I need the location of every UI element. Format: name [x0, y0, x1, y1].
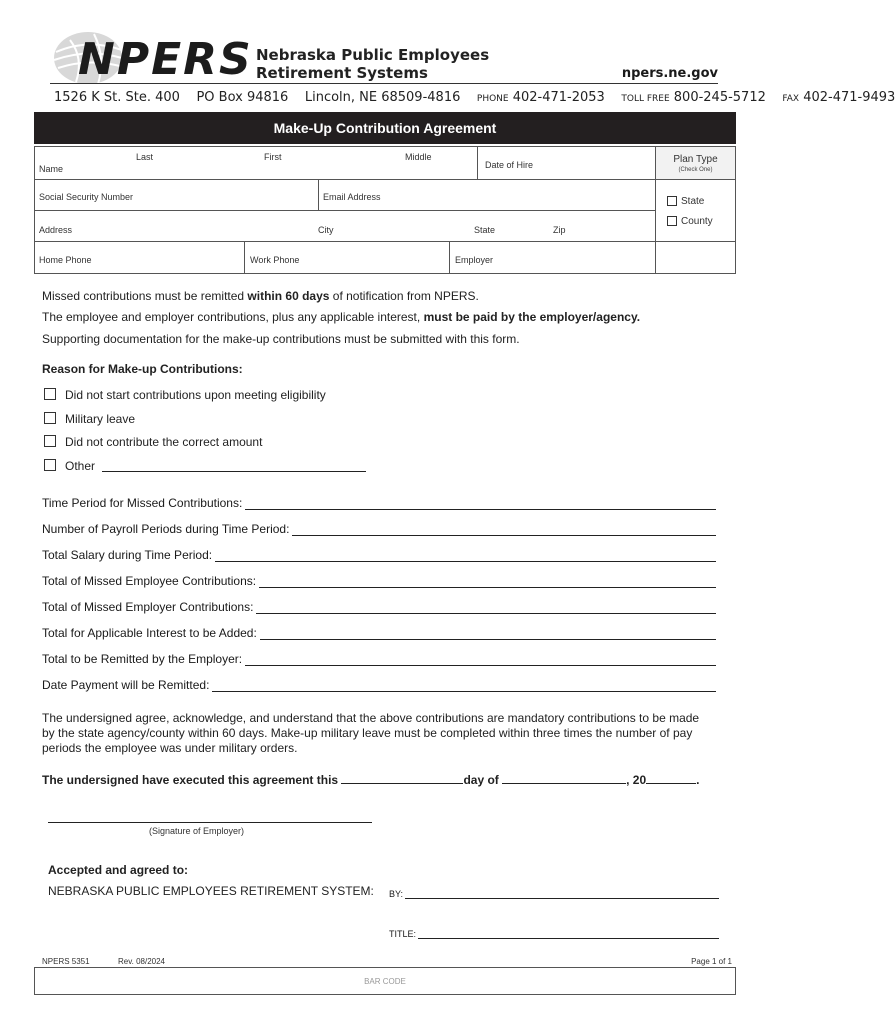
title-label: TITLE: [389, 929, 417, 939]
agreement-line1: The undersigned agree, acknowledge, and understand that the above contributions are mandatory contributions to be made [42, 711, 700, 725]
zip-label: Zip [553, 225, 566, 235]
reason-1-label: Did not start contributions upon meeting eligibility [65, 388, 326, 402]
intro-line1-bold: within 60 days [247, 289, 330, 303]
intro-line1 [42, 289, 479, 303]
revision-date: Rev. 08/2024 [118, 957, 165, 966]
executed-period: . [696, 773, 700, 787]
time-period-line [245, 497, 716, 510]
info-grid [34, 146, 736, 274]
reason-1-checkbox[interactable] [44, 388, 56, 400]
tollfree-label: TOLL FREE [621, 94, 670, 104]
employee-contrib-line [259, 575, 716, 588]
by-label: BY: [389, 889, 404, 899]
website: npers.ne.gov [621, 66, 718, 81]
total-remitted-label: Total to be Remitted by the Employer: [42, 652, 243, 666]
payment-date-line [212, 679, 716, 692]
reason-option-3 [44, 434, 544, 450]
middle-label: Middle [405, 152, 432, 162]
county-plan-label: County [681, 216, 713, 227]
interest-line [260, 627, 716, 640]
org-name-line1: Nebraska Public Employees [256, 46, 490, 64]
executed-line [42, 771, 699, 787]
date-of-hire-label: Date of Hire [485, 160, 534, 170]
reason-2-checkbox[interactable] [44, 412, 56, 424]
total-salary-line [215, 549, 716, 562]
payment-date-row[interactable] [42, 676, 716, 692]
contact-line [54, 90, 895, 105]
executed-year-blank[interactable] [646, 771, 696, 784]
fax-number: 402-471-9493 [803, 90, 895, 105]
total-remitted-line [245, 653, 716, 666]
state-plan-checkbox[interactable] [667, 196, 677, 206]
ssn-label: Social Security Number [39, 192, 134, 202]
intro-line2-text: The employee and employer contributions, plus any applicable interest, [42, 310, 424, 324]
agreement-text [42, 711, 732, 756]
page-number: Page 1 of 1 [691, 957, 732, 966]
payroll-periods-label: Number of Payroll Periods during Time Period: [42, 522, 290, 536]
total-remitted-row[interactable] [42, 650, 716, 666]
employer-label: Employer [455, 255, 494, 265]
barcode-box [34, 967, 736, 995]
time-period-label: Time Period for Missed Contributions: [42, 496, 243, 510]
reason-2-label: Military leave [65, 412, 136, 426]
executed-month-blank[interactable] [502, 771, 626, 784]
title-row[interactable] [389, 925, 719, 939]
intro-line1-text: Missed contributions must be remitted [42, 289, 248, 303]
by-line [405, 888, 719, 899]
work-phone-field[interactable] [244, 241, 450, 274]
payment-date-label: Date Payment will be Remitted: [42, 678, 210, 692]
payroll-periods-line [292, 523, 716, 536]
title-line [418, 928, 719, 939]
header-rule [50, 83, 718, 84]
logo [50, 28, 253, 90]
phone-label: PHONE [476, 94, 509, 104]
work-phone-label: Work Phone [250, 255, 300, 265]
agreement-line3: periods the employee was under military orders. [42, 741, 298, 755]
name-field[interactable] [34, 146, 478, 180]
executed-text: The undersigned have executed this agreement this [42, 773, 339, 787]
date-of-hire-field[interactable] [477, 146, 656, 180]
reason-4-label: Other [65, 459, 96, 473]
fax-label: FAX [782, 94, 800, 104]
intro-line2 [42, 310, 640, 324]
city-label: City [318, 225, 334, 235]
intro-line1-end: of notification from NPERS. [329, 289, 479, 303]
home-phone-field[interactable] [34, 241, 245, 274]
reason-4-checkbox[interactable] [44, 459, 56, 471]
reason-heading: Reason for Make-up Contributions: [42, 362, 243, 376]
first-label: First [264, 152, 282, 162]
last-label: Last [136, 152, 154, 162]
intro-line3: Supporting documentation for the make-up contributions must be submitted with this form. [42, 332, 520, 346]
agreement-line2: by the state agency/county within 60 days. Make-up military leave must be completed within three times the number of pay [42, 726, 693, 740]
email-field[interactable] [318, 179, 656, 211]
total-salary-label: Total Salary during Time Period: [42, 548, 213, 562]
reason-option-4 [44, 458, 374, 474]
employer-field[interactable] [449, 241, 736, 274]
time-period-row[interactable] [42, 494, 716, 510]
payroll-periods-row[interactable] [42, 520, 716, 536]
employee-contrib-label: Total of Missed Employee Contributions: [42, 574, 257, 588]
reason-option-2 [44, 411, 544, 427]
other-reason-line[interactable] [102, 459, 366, 472]
address-label: Address [39, 225, 73, 235]
check-one-label: (Check One) [678, 167, 713, 173]
name-label: Name [39, 164, 64, 174]
day-of-text: day of [463, 773, 499, 787]
po-box: PO Box 94816 [196, 90, 289, 105]
total-salary-row[interactable] [42, 546, 716, 562]
home-phone-label: Home Phone [39, 255, 92, 265]
reason-option-1 [44, 387, 544, 403]
barcode-label: BAR CODE [364, 976, 406, 986]
npers-org-label: NEBRASKA PUBLIC EMPLOYEES RETIREMENT SYSTEM: [48, 884, 374, 898]
signature-label: (Signature of Employer) [149, 826, 245, 836]
tollfree-number: 800-245-5712 [673, 90, 766, 105]
address-field[interactable] [34, 210, 656, 242]
employee-contrib-row[interactable] [42, 572, 716, 588]
intro-line2-bold: must be paid by the employer/agency. [423, 310, 641, 324]
by-row[interactable] [389, 885, 719, 899]
employer-contrib-line [256, 601, 716, 614]
state-label: State [474, 225, 496, 235]
employer-signature-line[interactable] [48, 822, 372, 823]
state-plan-label: State [681, 196, 705, 207]
executed-day-blank[interactable] [341, 771, 463, 784]
employer-contrib-row[interactable] [42, 598, 716, 614]
org-name-line2: Retirement Systems [256, 64, 428, 82]
interest-label: Total for Applicable Interest to be Added: [42, 626, 257, 640]
year-prefix-text: , 20 [626, 773, 647, 787]
logo-text: NPERS [78, 34, 253, 85]
plan-type-header [655, 146, 736, 180]
reason-3-label: Did not contribute the correct amount [65, 435, 263, 449]
form-number: NPERS 5351 [42, 957, 90, 966]
form-title: Make-Up Contribution Agreement [34, 112, 736, 144]
phone-number: 402-471-2053 [512, 90, 605, 105]
plan-type-label: Plan Type [673, 154, 718, 165]
county-plan-checkbox[interactable] [667, 216, 677, 226]
employer-contrib-label: Total of Missed Employer Contributions: [42, 600, 254, 614]
city-line: Lincoln, NE 68509-4816 [304, 90, 461, 105]
reason-3-checkbox[interactable] [44, 435, 56, 447]
ssn-field[interactable] [34, 179, 319, 211]
email-label: Email Address [323, 192, 381, 202]
interest-row[interactable] [42, 624, 716, 640]
accepted-heading: Accepted and agreed to: [48, 863, 189, 877]
street-address: 1526 K St. Ste. 400 [54, 90, 180, 105]
